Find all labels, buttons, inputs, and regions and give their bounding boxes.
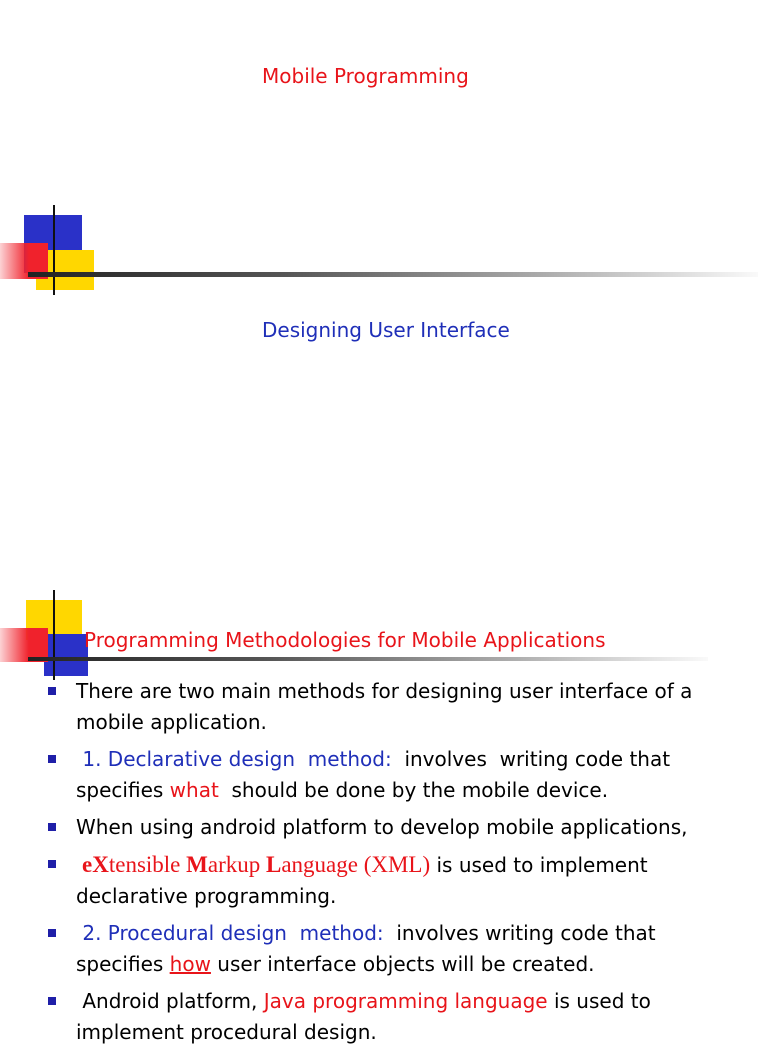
slide-1-title-rule: [28, 272, 758, 277]
bullet-item: [48, 676, 748, 738]
square-bullet-icon: [48, 997, 56, 1005]
bullet-text: There are two main methods for designing user interface of a mobile application.: [76, 679, 693, 734]
square-bullet-icon: [48, 755, 56, 763]
slide-2: [0, 560, 768, 1044]
bullet-text: is used to implement procedural design.: [76, 989, 658, 1044]
slide-2-title: Programming Methodologies for Mobile Applications: [84, 628, 606, 652]
bullet-text: involves writing code that specifies: [76, 921, 662, 976]
blue-square: [44, 634, 88, 676]
bullet-item: [48, 986, 748, 1048]
bullet-text: user interface objects will be created.: [210, 952, 595, 976]
bullet-text: Android platform,: [76, 989, 264, 1013]
bullet-item: [48, 744, 748, 806]
square-bullet-icon: [48, 860, 56, 868]
highlight-word: how: [169, 952, 211, 976]
bullet-item: [48, 918, 748, 980]
square-bullet-icon: [48, 929, 56, 937]
bullet-item: [48, 849, 748, 912]
slide-2-title-rule: [28, 657, 708, 661]
bullet-text: should be done by the mobile device.: [218, 778, 609, 802]
bullet-text: When using android platform to develop mobile applications,: [76, 815, 688, 839]
xml-term: eXtensible Markup Language (XML): [82, 852, 431, 877]
highlight-word: what: [169, 778, 219, 802]
vertical-line: [53, 205, 55, 295]
bullet-item: [48, 812, 748, 843]
slide-1-title: Mobile Programming: [262, 64, 469, 88]
highlight-phrase: Java programming language: [263, 989, 548, 1013]
method-name: 1. Declarative design method:: [76, 747, 392, 771]
slide-1-decoration: [0, 205, 100, 295]
method-name: 2. Procedural design method:: [76, 921, 384, 945]
bullet-list: [48, 676, 748, 1054]
slide-1-subtitle: Designing User Interface: [262, 318, 510, 342]
bullet-text: involves writing code that specifies: [76, 747, 677, 802]
vertical-line: [53, 590, 55, 680]
square-bullet-icon: [48, 687, 56, 695]
bullet-text: is used to implement declarative programming.: [76, 853, 654, 908]
square-bullet-icon: [48, 823, 56, 831]
